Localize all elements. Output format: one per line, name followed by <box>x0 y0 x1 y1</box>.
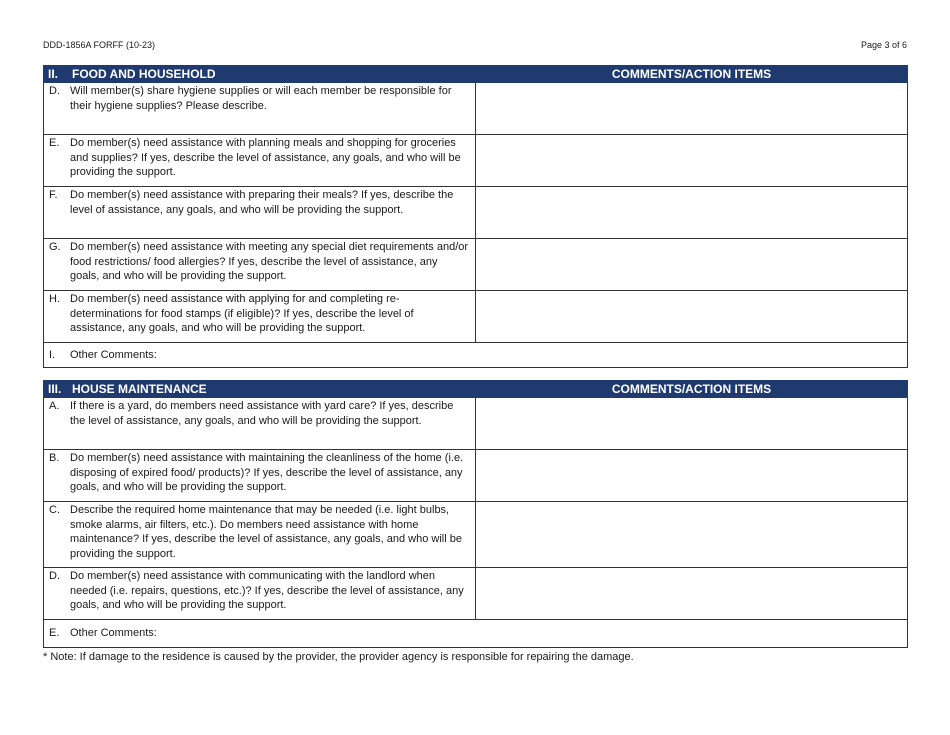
comments-field[interactable] <box>476 239 907 290</box>
question-letter: G. <box>49 241 61 253</box>
question-text: Do member(s) need assistance with communicating with the landlord when needed (i.e. repairs, questions, etc.)? If yes, describe the level of assistance, any goals, and who will be providing the support. <box>70 570 464 611</box>
section-header <box>43 65 908 83</box>
question-letter: E. <box>49 137 60 149</box>
other-comments-label: Other Comments: <box>70 348 157 361</box>
comments-field[interactable] <box>476 291 907 342</box>
section-number: II. <box>48 67 59 81</box>
question-text: Will member(s) share hygiene supplies or will each member be responsible for their hygiene supplies? Please describe. <box>70 85 452 112</box>
footnote: * Note: If damage to the residence is caused by the provider, the provider agency is responsible for repairing the damage. <box>43 651 634 663</box>
section-number: III. <box>48 382 62 396</box>
comments-field[interactable] <box>476 568 907 619</box>
question-letter: D. <box>49 570 60 582</box>
other-comments-row[interactable] <box>43 620 908 648</box>
question-text: Do member(s) need assistance with planning meals and shopping for groceries and supplies? If yes, describe the level of assistance, any goals, and who will be providing the support. <box>70 137 461 178</box>
question-row-g <box>43 239 908 291</box>
other-comments-row[interactable] <box>43 343 908 368</box>
question-row-f <box>43 187 908 239</box>
question-row-b <box>43 450 908 502</box>
question-text: Describe the required home maintenance that may be needed (i.e. light bulbs, smoke alarms, air filters, etc.). Do members need assistance with home maintenance? If yes, describe the level of assistance, any goals, and who will be providing the support. <box>70 504 462 560</box>
question-letter: C. <box>49 504 60 516</box>
comments-field[interactable] <box>476 135 907 186</box>
comments-field[interactable] <box>476 502 907 567</box>
comments-field[interactable] <box>476 83 907 134</box>
question-text: Do member(s) need assistance with meeting any special diet requirements and/or food restrictions/ food allergies? If yes, describe the level of assistance, any goals, and who will be providing the support. <box>70 241 469 282</box>
form-id: DDD-1856A FORFF (10-23) <box>43 40 156 50</box>
section-food-household <box>43 65 908 368</box>
question-row-c <box>43 502 908 568</box>
question-row-e <box>43 135 908 187</box>
question-letter: E. <box>49 627 60 640</box>
question-letter: I. <box>49 348 56 361</box>
question-row-d <box>43 568 908 620</box>
comments-field[interactable] <box>476 398 907 449</box>
comments-header: COMMENTS/ACTION ITEMS <box>611 382 772 396</box>
question-text: Do member(s) need assistance with applying for and completing re-determinations for food stamps (if eligible)? If yes, describe the level of assistance, any goals, and who will be providing the support. <box>70 293 414 334</box>
question-letter: D. <box>49 85 60 97</box>
other-comments-label: Other Comments: <box>70 627 157 640</box>
page-number: Page 3 of 6 <box>860 40 907 50</box>
question-letter: F. <box>49 189 58 201</box>
question-letter: A. <box>49 400 60 412</box>
question-row-d <box>43 83 908 135</box>
question-row-a <box>43 398 908 450</box>
question-letter: H. <box>49 293 60 305</box>
question-text: Do member(s) need assistance with preparing their meals? If yes, describe the level of assistance, any goals, and who will be providing the support. <box>70 189 454 216</box>
section-header <box>43 380 908 398</box>
question-text: Do member(s) need assistance with maintaining the cleanliness of the home (i.e. disposing of expired food/ products)? If yes, describe the level of assistance, any goals, and who will be providing the support. <box>70 452 464 493</box>
section-house-maintenance <box>43 380 908 648</box>
section-title: HOUSE MAINTENANCE <box>72 382 207 396</box>
question-row-h <box>43 291 908 343</box>
comments-field[interactable] <box>476 450 907 501</box>
section-title: FOOD AND HOUSEHOLD <box>72 67 216 81</box>
question-text: If there is a yard, do members need assistance with yard care? If yes, describe the level of assistance, any goals, and who will be providing the support. <box>70 400 454 427</box>
comments-field[interactable] <box>476 187 907 238</box>
comments-header: COMMENTS/ACTION ITEMS <box>611 67 772 81</box>
question-letter: B. <box>49 452 60 464</box>
